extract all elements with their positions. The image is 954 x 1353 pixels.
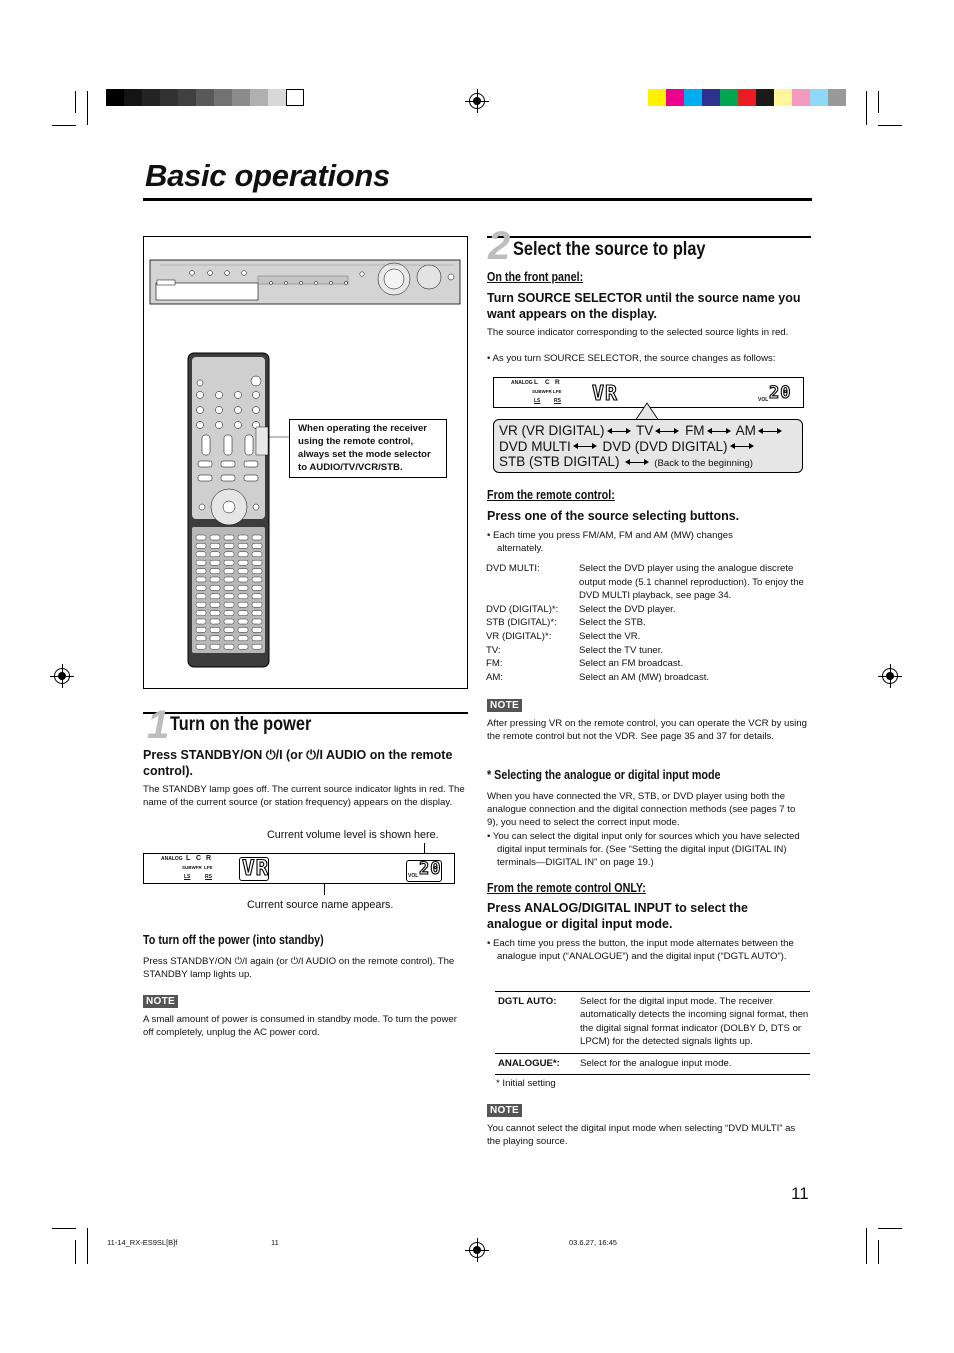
remote-key xyxy=(238,636,248,641)
page-title: Basic operations xyxy=(145,158,391,193)
remote-key xyxy=(196,619,206,624)
source-description: Select an AM (MW) broadcast. xyxy=(579,671,710,683)
cycle-row-2 xyxy=(499,439,802,455)
calibration-swatch xyxy=(196,89,214,106)
source-name: DVD (DIGITAL)*: xyxy=(486,603,559,615)
remote-only-bullet-text: Each time you press the button, the input mode alternates between the analogue input (“ANALOGUE”) and the digital input (“DGTL AUTO”). xyxy=(493,938,794,962)
input-mode-bullet: • You can select the digital input only for sources which you have selected digital input terminals for. (See “Setting the digital input (DIGITAL IN) terminals—DIGITAL IN” on page 19.) xyxy=(487,831,800,868)
volume-readout: 20 xyxy=(769,383,792,403)
calibration-swatch xyxy=(792,89,810,106)
remote-key xyxy=(224,602,234,607)
calibration-swatch xyxy=(268,89,286,106)
step2-note2: You cannot select the digital input mode when selecting “DVD MULTI” as the playing source. xyxy=(487,1123,796,1147)
source-description: Select an FM broadcast. xyxy=(579,658,683,670)
step2-rule xyxy=(487,236,811,238)
remote-key xyxy=(196,585,206,590)
remote-key xyxy=(210,594,220,599)
footer-page: 11 xyxy=(271,1238,279,1247)
rs-indicator: RS xyxy=(554,398,561,404)
remote-key xyxy=(224,611,234,616)
step2-number: 2 xyxy=(488,224,511,268)
receiver-display xyxy=(143,853,455,884)
remote-key xyxy=(196,535,206,540)
calibration-swatch xyxy=(702,89,720,106)
step1-heading: Turn on the power xyxy=(170,714,312,735)
remote-key xyxy=(210,585,220,590)
source-description: Select the DVD player. xyxy=(579,603,676,615)
remote-key xyxy=(196,627,206,632)
remote-key xyxy=(210,552,220,557)
cycle-dvd-multi: DVD MULTI xyxy=(499,438,571,454)
remote-key xyxy=(252,594,262,599)
remote-key xyxy=(252,644,262,649)
source-row xyxy=(486,630,810,644)
cycle-stb: STB (STB DIGITAL) xyxy=(499,454,620,469)
step2-heading: Select the source to play xyxy=(513,239,706,260)
remote-only-bullet: • Each time you press the button, the input mode alternates between the analogue input (“ANALOGUE”) and the digital input (“DGTL AUTO”). xyxy=(487,938,794,962)
page-number: 11 xyxy=(791,1184,809,1203)
remote-key xyxy=(210,569,220,574)
remote-key xyxy=(238,602,248,607)
source-row xyxy=(486,644,810,658)
step1-note-label: NOTE xyxy=(143,995,178,1008)
remote-key xyxy=(210,627,220,632)
calibration-swatch xyxy=(810,89,828,106)
cycle-tv: TV xyxy=(636,423,654,438)
remote-key xyxy=(224,644,234,649)
calibration-swatch xyxy=(648,89,666,106)
remote-key xyxy=(224,585,234,590)
remote-key xyxy=(196,611,206,616)
remote-key xyxy=(210,543,220,548)
input-mode-description: Select for the digital input mode. The receiver automatically detects the incoming signal format, then the digital signal format indicator (DOLBY D, DTS or LPCM) for the detected signals lights up. xyxy=(580,996,809,1048)
source-caption: Current source name appears. xyxy=(247,899,394,911)
analog-indicator: ANALOG xyxy=(511,380,533,386)
remote-key xyxy=(252,577,262,582)
channel-r: R xyxy=(206,855,212,862)
remote-key xyxy=(224,560,234,565)
volume-caption: Current volume level is shown here. xyxy=(267,829,439,841)
calibration-swatch xyxy=(738,89,756,106)
footer-file: 11-14_RX-ES9SL[B]f xyxy=(107,1238,178,1247)
input-mode-row xyxy=(495,992,810,1054)
calibration-swatch xyxy=(684,89,702,106)
source-name: VR (DIGITAL)*: xyxy=(486,630,552,642)
standby-body: Press STANDBY/ON ⏻/I again (or ⏻/I AUDIO on the remote control). The STANDBY lamp lights up. xyxy=(143,956,455,980)
source-description: Select the DVD player using the analogue discrete output mode (5.1 channel reproduction). To enjoy the DVD MULTI playback, see page 34. xyxy=(579,563,804,602)
input-mode-bullet-text: You can select the digital input only for sources which you have selected digital input terminals for. (See “Setting the digital input (DIGITAL IN) terminals—DIGITAL IN” on page 19.) xyxy=(492,831,800,868)
calibration-swatch xyxy=(214,89,232,106)
step2-note: After pressing VR on the remote control, you can operate the VCR by using the remote control but not the VDR. See page 35 and 37 for details. xyxy=(487,718,807,742)
source-row xyxy=(486,562,810,603)
remote-key xyxy=(210,611,220,616)
source-row xyxy=(486,616,810,630)
remote-key xyxy=(252,560,262,565)
remote-key xyxy=(238,535,248,540)
remote-heading: From the remote control: xyxy=(487,488,615,502)
cycle-fm: FM xyxy=(685,423,705,438)
subwfr-indicator: SUBWFR xyxy=(532,389,552,394)
remote-key xyxy=(196,569,206,574)
remote-key xyxy=(210,577,220,582)
remote-key xyxy=(224,594,234,599)
remote-key xyxy=(238,585,248,590)
source-name: DVD MULTI: xyxy=(486,563,540,574)
mode-selector-callout: When operating the receiver using the remote control, always set the mode selector to AUDIO/TV/VCR/STB. xyxy=(289,419,447,478)
remote-key xyxy=(238,577,248,582)
input-mode-description: Select for the analogue input mode. xyxy=(580,1053,810,1074)
remote-key xyxy=(196,644,206,649)
cycle-row-3 xyxy=(499,454,802,472)
remote-key xyxy=(210,619,220,624)
source-pointer xyxy=(324,884,325,895)
remote-key xyxy=(252,636,262,641)
calibration-swatch xyxy=(756,89,774,106)
cycle-am: AM xyxy=(735,423,756,438)
calibration-swatch xyxy=(160,89,178,106)
remote-key xyxy=(238,543,248,548)
source-name: FM: xyxy=(486,658,503,670)
front-panel-bullet: • As you turn SOURCE SELECTOR, the source changes as follows: xyxy=(487,353,776,364)
cycle-dvd: DVD (DVD DIGITAL) xyxy=(602,438,728,454)
input-mode-table xyxy=(495,991,810,1075)
remote-key xyxy=(210,560,220,565)
source-cycle-box xyxy=(493,419,803,473)
step2-note-label: NOTE xyxy=(487,699,522,712)
standby-heading: To turn off the power (into standby) xyxy=(143,933,324,947)
source-description: Select the TV tuner. xyxy=(579,644,664,656)
remote-key xyxy=(196,577,206,582)
step2-note2-label: NOTE xyxy=(487,1104,522,1117)
channel-c: C xyxy=(545,379,550,386)
calibration-swatch xyxy=(124,89,142,106)
remote-key xyxy=(224,552,234,557)
remote-key xyxy=(238,594,248,599)
registration-mark-icon xyxy=(882,668,898,684)
remote-key xyxy=(210,644,220,649)
channel-l: L xyxy=(534,379,538,386)
source-name-readout: VR xyxy=(242,856,270,880)
remote-key xyxy=(252,552,262,557)
calibration-swatch xyxy=(720,89,738,106)
calibration-swatch xyxy=(178,89,196,106)
source-row xyxy=(486,603,810,617)
input-mode-name: ANALOGUE*: xyxy=(495,1053,580,1074)
calibration-swatch xyxy=(666,89,684,106)
remote-key xyxy=(252,627,262,632)
remote-key xyxy=(238,552,248,557)
source-bracket xyxy=(239,857,269,881)
source-table xyxy=(486,562,810,684)
channel-c: C xyxy=(196,855,202,862)
remote-bullet-text: Each time you press FM/AM, FM and AM (MW) changes alternately. xyxy=(493,530,733,554)
remote-key xyxy=(238,560,248,565)
remote-key xyxy=(224,535,234,540)
registration-mark-icon xyxy=(469,1242,485,1258)
remote-key xyxy=(196,594,206,599)
vol-label: VOL xyxy=(408,873,419,879)
ls-indicator: LS xyxy=(534,398,541,404)
calibration-swatch xyxy=(106,89,124,106)
cycle-vr: VR (VR DIGITAL) xyxy=(499,423,605,438)
initial-setting-footnote: * Initial setting xyxy=(496,1078,556,1089)
remote-key xyxy=(210,602,220,607)
source-row xyxy=(486,671,810,685)
footer-timestamp: 03.6.27, 16:45 xyxy=(569,1238,617,1247)
source-description: Select the VR. xyxy=(579,630,641,642)
title-rule xyxy=(143,198,812,201)
calibration-swatch xyxy=(828,89,846,106)
channel-l: L xyxy=(186,855,191,862)
calibration-swatch xyxy=(250,89,268,106)
remote-key xyxy=(252,611,262,616)
remote-key xyxy=(224,543,234,548)
vol-label: VOL xyxy=(758,397,769,403)
remote-key xyxy=(238,569,248,574)
registration-mark-icon xyxy=(54,668,70,684)
lfe-indicator: LFE xyxy=(553,389,562,394)
remote-key xyxy=(196,543,206,548)
remote-key xyxy=(224,636,234,641)
front-panel-heading: On the front panel: xyxy=(487,270,584,284)
cycle-back: (Back to the beginning) xyxy=(654,458,753,469)
remote-key xyxy=(252,619,262,624)
volume-bracket xyxy=(406,860,442,882)
calibration-swatch xyxy=(286,89,304,106)
subwfr-indicator: SUBWFR xyxy=(182,865,202,870)
remote-key xyxy=(252,602,262,607)
step1-body: The STANDBY lamp goes off. The current source indicator lights in red. The name of the current source (or station frequency) appears on the display. xyxy=(143,784,465,808)
rs-indicator: RS xyxy=(205,874,212,880)
source-row xyxy=(486,657,810,671)
remote-key xyxy=(224,619,234,624)
step1-note: A small amount of power is consumed in standby mode. To turn the power off completely, unplug the AC power cord. xyxy=(143,1014,457,1038)
remote-key xyxy=(252,543,262,548)
registration-mark-icon xyxy=(469,93,485,109)
remote-key xyxy=(224,577,234,582)
remote-key xyxy=(238,644,248,649)
remote-only-heading: From the remote control ONLY: xyxy=(487,881,646,895)
remote-instruction: Press one of the source selecting buttons. xyxy=(487,509,740,523)
input-mode-name: DGTL AUTO: xyxy=(498,996,557,1007)
front-panel-instruction: Turn SOURCE SELECTOR until the source name you want appears on the display. xyxy=(487,291,801,321)
remote-key xyxy=(252,585,262,590)
source-description: Select the STB. xyxy=(579,617,646,629)
source-name: STB (DIGITAL)*: xyxy=(486,617,557,629)
input-mode-row xyxy=(495,1053,810,1074)
volume-readout: 20 xyxy=(419,859,442,879)
remote-key xyxy=(252,535,262,540)
device-figure xyxy=(143,236,468,689)
remote-key xyxy=(196,552,206,557)
step1-instruction: Press STANDBY/ON ⏻/I (or ⏻/I AUDIO on the remote control). xyxy=(143,748,453,778)
remote-key xyxy=(196,602,206,607)
remote-key xyxy=(210,535,220,540)
remote-key xyxy=(238,611,248,616)
source-name-readout: VR xyxy=(592,381,619,405)
remote-key xyxy=(238,619,248,624)
remote-key xyxy=(210,636,220,641)
remote-key xyxy=(238,627,248,632)
step1-number: 1 xyxy=(147,703,170,747)
remote-key xyxy=(224,569,234,574)
remote-key xyxy=(196,636,206,641)
calibration-swatch xyxy=(774,89,792,106)
input-mode-body: When you have connected the VR, STB, or DVD player using both the analogue connection and the digital connection methods (see pages 7 to 9), you need to select the correct input mode. xyxy=(487,791,796,828)
remote-only-instruction: Press ANALOG/DIGITAL INPUT to select the analogue or digital input mode. xyxy=(487,901,748,931)
input-mode-heading: * Selecting the analogue or digital input mode xyxy=(487,768,721,782)
calibration-swatch xyxy=(142,89,160,106)
channel-r: R xyxy=(555,379,560,386)
calibration-swatch xyxy=(232,89,250,106)
ls-indicator: LS xyxy=(184,874,191,880)
source-name: TV: xyxy=(486,644,501,656)
source-name: AM: xyxy=(486,671,504,683)
remote-key xyxy=(252,569,262,574)
remote-key xyxy=(224,627,234,632)
lfe-indicator: LFE xyxy=(204,865,213,870)
remote-bullet: • Each time you press FM/AM, FM and AM (MW) changes alternately. xyxy=(487,530,733,554)
remote-key xyxy=(196,560,206,565)
front-panel-body: The source indicator corresponding to the selected source lights in red. xyxy=(487,327,789,338)
front-panel-bullet-text: As you turn SOURCE SELECTOR, the source changes as follows: xyxy=(492,353,776,364)
analog-indicator: ANALOG xyxy=(161,856,183,862)
cycle-row-1 xyxy=(499,423,802,439)
